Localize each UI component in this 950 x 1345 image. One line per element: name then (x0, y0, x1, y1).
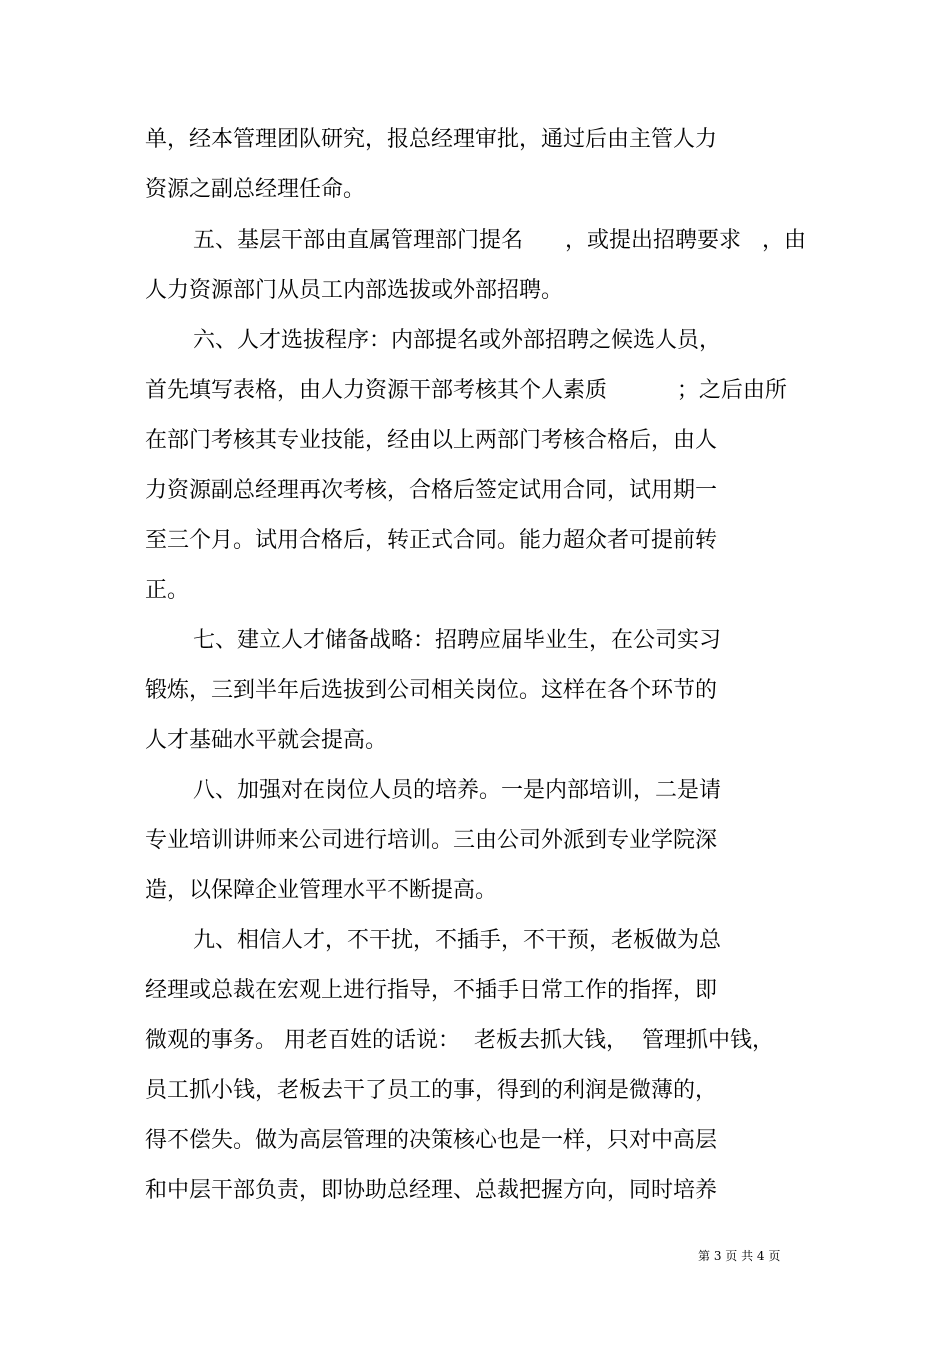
text-line: 首先填写表格，由人力资源干部考核其个人素质 ；之后由所 (145, 378, 787, 403)
text-line: 正。 (145, 578, 190, 603)
text-line: 锻炼，三到半年后选拔到公司相关岗位。这样在各个环节的 (145, 678, 718, 703)
paragraph-6-line: 六、人才选拔程序：内部提名或外部招聘之候选人员， (193, 328, 722, 353)
text-line: 至三个月。试用合格后，转正式合同。能力超众者可提前转 (145, 528, 718, 553)
text-line: 人力资源部门从员工内部选拔或外部招聘。 (145, 278, 564, 303)
text-line: 和中层干部负责，即协助总经理、总裁把握方向，同时培养 (145, 1178, 718, 1203)
paragraph-7-line: 七、建立人才储备战略：招聘应届毕业生，在公司实习 (193, 628, 722, 653)
text-line: 员工抓小钱，老板去干了员工的事，得到的利润是微薄的， (145, 1078, 718, 1103)
text-line: 在部门考核其专业技能，经由以上两部门考核合格后，由人 (145, 428, 718, 453)
text-line: 经理或总裁在宏观上进行指导，不插手日常工作的指挥，即 (145, 978, 718, 1003)
page-number: 第 3 页 共 4 页 (698, 1249, 781, 1263)
paragraph-8-line: 八、加强对在岗位人员的培养。一是内部培训，二是请 (193, 778, 722, 803)
text-line: 单，经本管理团队研究，报总经理审批，通过后由主管人力 (145, 127, 718, 152)
text-line: 专业培训讲师来公司进行培训。三由公司外派到专业学院深 (145, 828, 718, 853)
text-line: 得不偿失。做为高层管理的决策核心也是一样，只对中高层 (145, 1128, 718, 1153)
paragraph-9-line: 九、相信人才，不干扰，不插手，不干预，老板做为总 (193, 928, 722, 953)
text-line: 造，以保障企业管理水平不断提高。 (145, 878, 498, 903)
paragraph-5-line: 五、基层干部由直属管理部门提名 ，或提出招聘要求 ，由 (193, 228, 806, 253)
text-line: 人才基础水平就会提高。 (145, 728, 388, 753)
text-line: 微观的事务。 用老百姓的话说： 老板去抓大钱， 管理抓中钱， (145, 1028, 774, 1053)
text-line: 力资源副总经理再次考核，合格后签定试用合同，试用期一 (145, 478, 718, 503)
text-line: 资源之副总经理任命。 (145, 177, 366, 202)
